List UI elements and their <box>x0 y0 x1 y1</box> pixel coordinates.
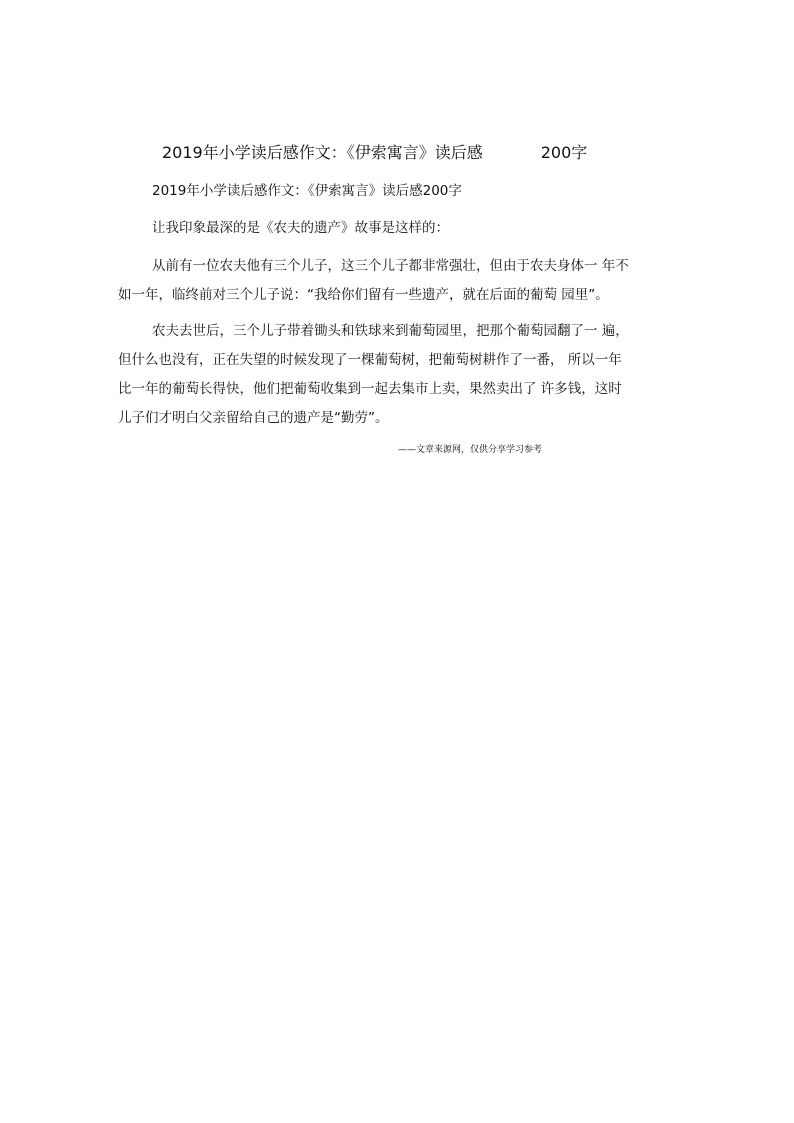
paragraph-line: 从前有一位农夫他有三个儿子，这三个儿子都非常强壮，但由于农夫身体一 年不 <box>152 258 629 274</box>
paragraph-line: 比一年的葡萄长得快，他们把葡萄收集到一起去集市上卖，果然卖出了 许多钱，这时 <box>118 381 622 397</box>
paragraph-2 <box>118 317 678 433</box>
source-note: ——文章来源网，仅供分享学习参考 <box>398 445 543 455</box>
document-title <box>162 142 642 164</box>
lead-sentence: 让我印象最深的是《农夫的遗产》故事是这样的： <box>152 220 449 236</box>
paragraph-line: 儿子们才明白父亲留给自己的遗产是“勤劳”。 <box>118 410 389 426</box>
title-tail: 200字 <box>540 143 588 162</box>
document-subtitle: 2019年小学读后感作文：《伊索寓言》读后感200字 <box>152 183 462 199</box>
paragraph-line: 但什么也没有，正在失望的时候发现了一棵葡萄树，把葡萄树耕作了一番， 所以一年 <box>118 352 622 368</box>
paragraph-line: 如一年，临终前对三个儿子说：“我给你们留有一些遗产，就在后面的葡萄 园里”。 <box>118 287 609 303</box>
paragraph-1 <box>118 252 678 310</box>
title-main: 2019年小学读后感作文：《伊索寓言》读后感 <box>162 143 483 162</box>
paragraph-line: 农夫去世后，三个儿子带着锄头和铁球来到葡萄园里，把那个葡萄园翻了一 遍， <box>152 323 629 339</box>
